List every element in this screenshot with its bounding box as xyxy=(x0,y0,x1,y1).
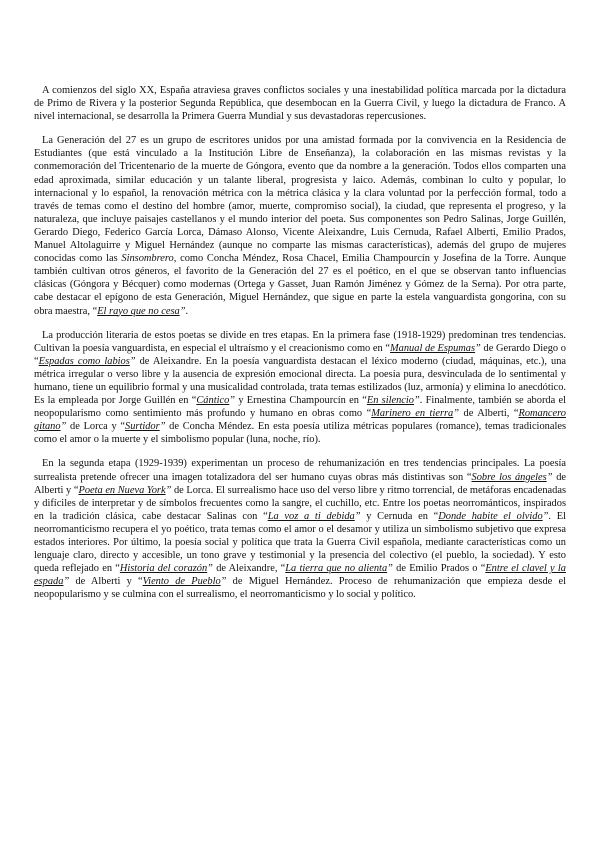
text-run: , como Concha Méndez, Rosa Chacel, Emilia Champourcín y Josefina de la Torre. Aunque también cultivan otros géneros, el favorito de la Generación del 27 es el poético, en el que se observan tanto influencias clásicas (Góngora y Bécquer) como modernas (Ortega y Gasset, Juan Ramón Jiménez y Gómez de la Serna). Por otra parte, cabe destacar el epígono de esta Generación, Miguel Hernández, que sigue en parte la estela vanguardista gongorina, con su obra maestra, “ xyxy=(34,253,567,317)
work-title: Viento de Pueblo xyxy=(142,576,221,588)
work-title: Espadas como labios xyxy=(38,355,130,367)
text-run: . xyxy=(185,305,189,317)
text-run: de Aleixandre. En la poesía vanguardista destacan el léxico moderno (ciudad, máquinas, etc.), una métrica irregular o verso libre y la ausencia de expresión emocional directa. La poesía pura, desvinculada de lo sentimental y humano, tiene un equilibrio formal y una musicalidad controlada, trata temas estilizados (luz, armonía) y elimina lo anecdótico. Es la empleada por Jorge Guillén en “ xyxy=(34,355,566,407)
work-title: El rayo que no cesa xyxy=(97,305,180,317)
text-run: de Alberti y “ xyxy=(34,471,567,496)
text-run: de Gerardo Diego o “ xyxy=(34,342,566,367)
italic-text: ” xyxy=(207,563,213,575)
work-title: La tierra que no alienta xyxy=(285,563,388,575)
italic-text: ” xyxy=(546,471,553,483)
text-run: . El neorromanticismo recupera el yo poético, trata temas como el amor o el desamor y utiliza un simbolismo subjetivo que expresa estados interiores. Por último, la poesía social y política que trata la Guerra Civil española, mediante características como un lenguaje claro, directo y accesible, un tono grave y testimonial y la presencia del colectivo (el pueblo, la sociedad). Y esto queda reflejado en “ xyxy=(34,510,566,575)
body-paragraph xyxy=(34,84,566,123)
text-run: de Alberti, “ xyxy=(459,408,519,420)
body-paragraph xyxy=(34,134,566,317)
text-run: En la segunda etapa (1929-1939) experimentan un proceso de rehumanización en tres tendencias principales. La poesía surrealista pretende ofrecer una imagen totalizadora del ser humano cuyas obras más distintivas son “ xyxy=(34,458,566,483)
work-title: Donde habite el olvido xyxy=(438,510,543,522)
work-title: Surtidor xyxy=(125,421,160,433)
italic-text: ” xyxy=(229,395,236,407)
text-run: de Miguel Hernández. Proceso de rehumanización que empieza desde el neopopularismo y se culmina con el surrealismo, el neorromanticismo y lo social y político. xyxy=(34,576,566,601)
italic-text: Sinsombrero xyxy=(121,253,174,265)
italic-text: ” xyxy=(60,421,67,433)
work-title: En silencio xyxy=(366,395,414,407)
text-run: de Lorca y “ xyxy=(66,421,126,433)
text-run: de Lorca. El surrealismo hace uso del verso libre y ritmo torrencial, de metáforas encadenadas y difíciles de interpretar y de símbolos frecuentes como la sangre, el cuchillo, etc. Entre los poetas neorrománticos, inspirados en la tradición clásica, cabe destacar Salinas con “ xyxy=(34,484,566,522)
document-page xyxy=(34,84,566,612)
work-title: Cántico xyxy=(196,395,230,407)
work-title: Manual de Espumas xyxy=(390,342,476,354)
work-title: Poeta en Nueva York xyxy=(78,484,166,496)
italic-text: ” xyxy=(63,576,70,588)
text-run: A comienzos del siglo XX, España atraviesa graves conflictos sociales y una inestabilidad política marcada por la dictadura de Primo de Rivera y la posterior Segunda República, que desembocan en la Guerra Civil, y luego la dictadura de Franco. A nivel internacional, se desarrolla la Primera Guerra Mundial y sus devastadoras repercusiones. xyxy=(34,85,566,123)
body-paragraph xyxy=(34,329,566,447)
text-run: de Aleixandre, “ xyxy=(212,563,286,575)
italic-text: ” xyxy=(453,408,460,420)
work-title: Historia del corazón xyxy=(119,563,208,575)
text-run: y Cernuda en “ xyxy=(360,510,439,522)
italic-text: ” xyxy=(220,576,227,588)
italic-text: ” xyxy=(414,395,420,407)
work-title: La voz a ti debida xyxy=(267,510,355,522)
italic-text: ” xyxy=(179,305,186,317)
text-run: de Emilio Prados o “ xyxy=(392,563,486,575)
italic-text: ” xyxy=(165,484,172,496)
italic-text: ” xyxy=(129,355,136,367)
italic-text: ” xyxy=(542,510,549,522)
body-paragraph xyxy=(34,457,566,601)
text-run: de Concha Méndez. En esta poesía utiliza métricas populares (romance), temas tradicionales como el amor o la muerte y el simbolismo popular (luna, noche, río). xyxy=(34,421,566,446)
italic-text: ” xyxy=(159,421,166,433)
work-title: Entre el clavel y la espada xyxy=(34,563,566,588)
text-run: La producción literaria de estos poetas se divide en tres etapas. En la primera fase (1918-1929) predominan tres tendencias. Cultivan la poesía vanguardista, en especial el ultraísmo y el creacionismo como en “ xyxy=(34,329,566,354)
italic-text: ” xyxy=(475,342,481,354)
text-run: de Alberti y “ xyxy=(69,576,143,588)
text-run: La Generación del 27 es un grupo de escritores unidos por una amistad formada por la convivencia en la Residencia de Estudiantes (que está vinculado a la Institución Libre de Enseñanza), la colaboración en las mismas revistas y la conmemoración del Tricentenario de la muerte de Góngora, evento que da nombre a la generación. Todos ellos comparten una edad aproximada, similar educación y un talante liberal, progresista y laico. Además, combinan lo culto y popular, lo internacional y lo español, la renovación métrica con la métrica clásica y la clara voluntad por la perfección formal, todo a través de temas como el destino del hombre (amor, muerte, compromiso social), la ciudad, que representa el progreso, y la naturaleza, que incluye paisajes castellanos y el mundo interior del poeta. Sus componentes son Pedro Salinas, Jorge Guillén, Gerardo Diego, Federico García Lorca, Dámaso Alonso, Vicente Aleixandre, Luis Cernuda, Rafael Alberti, Emilio Prados, Manuel Altolaguirre y Miguel Hernández (aunque no comparte las mismas características), además del grupo de mujeres conocidas como las xyxy=(34,135,566,265)
work-title: Sobre los ángeles xyxy=(471,471,547,483)
text-run: . Finalmente, también se aborda el neopopularismo como sentimiento más profundo y humano en obras como “ xyxy=(34,395,566,420)
italic-text: ” xyxy=(387,563,393,575)
work-title: Romancero gitano xyxy=(34,408,566,433)
work-title: Marinero en tierra xyxy=(371,408,454,420)
italic-text: ” xyxy=(354,510,361,522)
text-run: y Ernestina Champourcín en “ xyxy=(235,395,367,407)
